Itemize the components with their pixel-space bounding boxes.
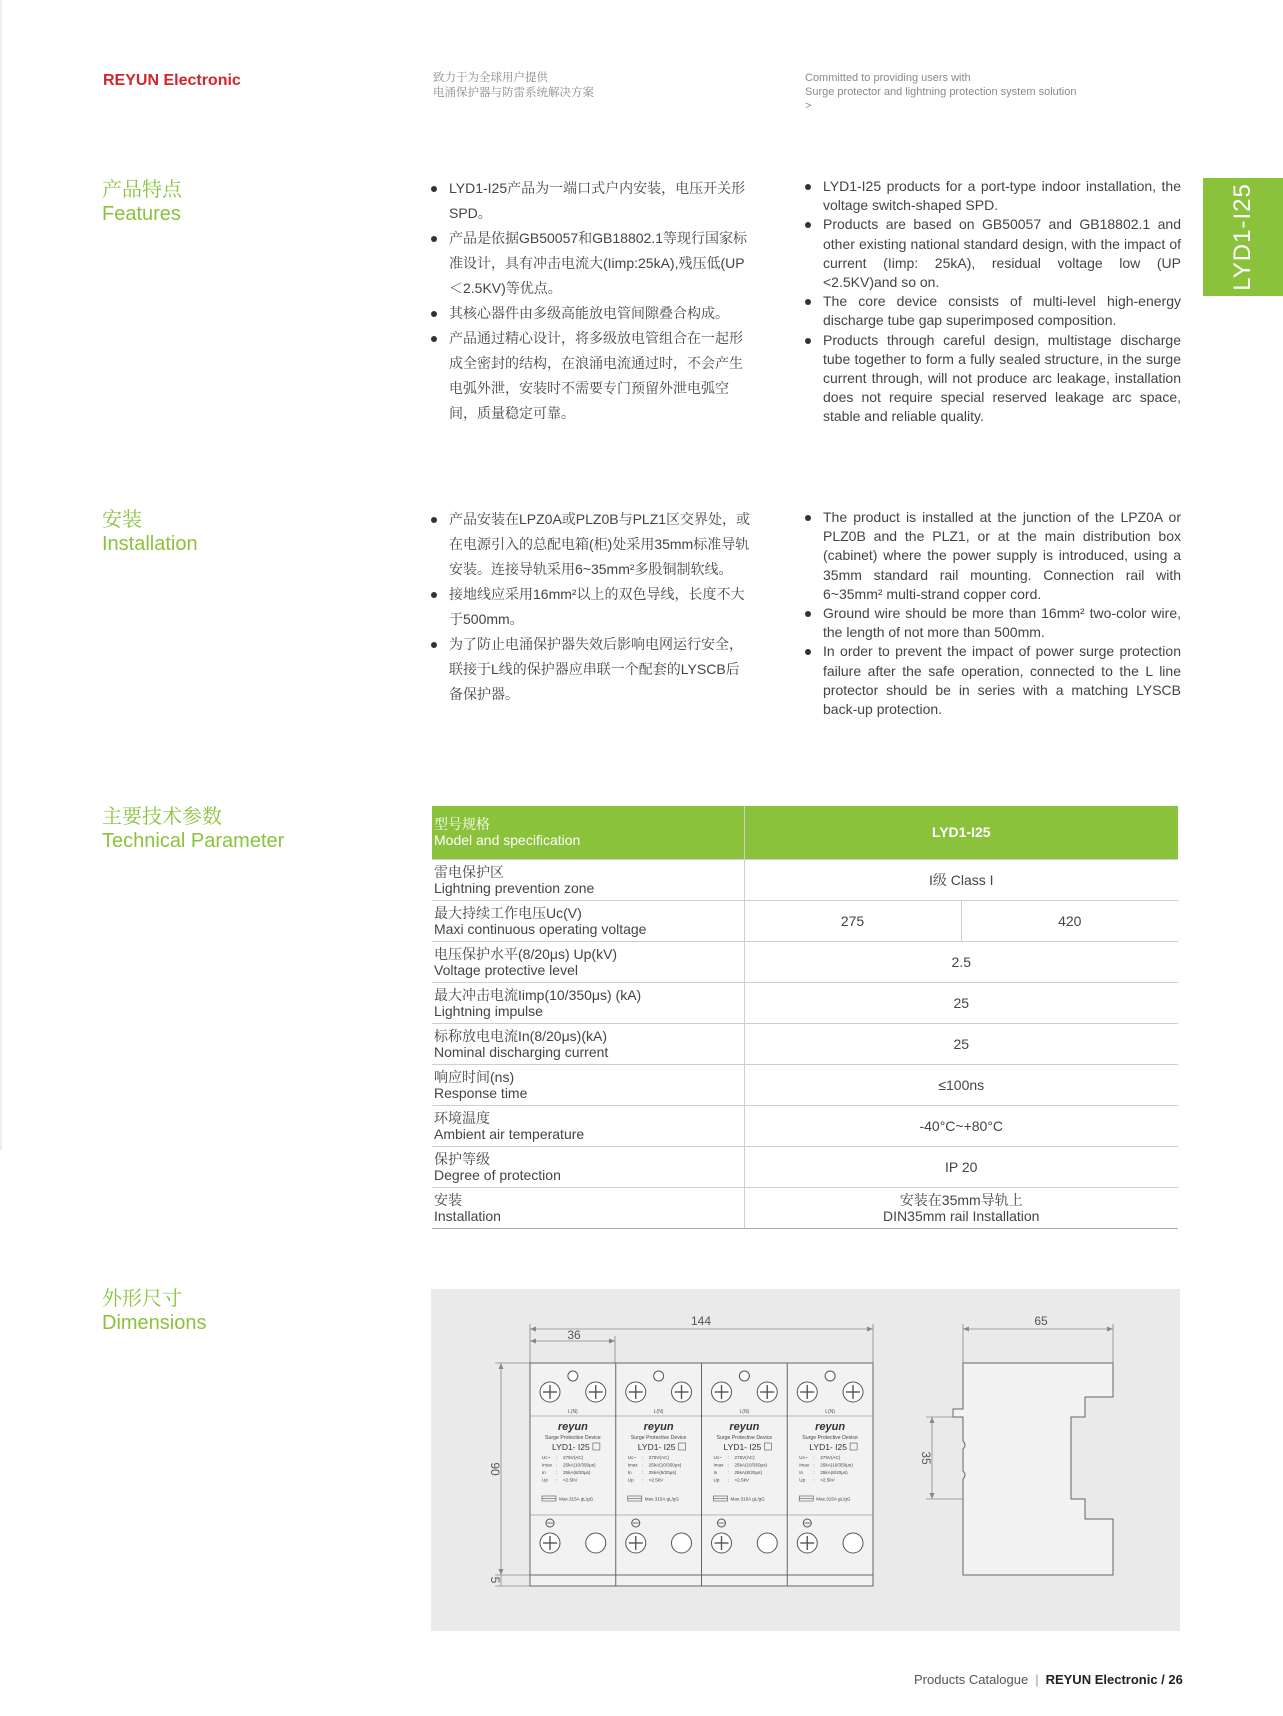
list-item: Products are based on GB50057 and GB18802.1 and other existing national standard design, with the impact of current (Iimp: 25kA), residual voltage low (UP <2.5KV)and so on. bbox=[805, 215, 1181, 292]
spec-label-en: Ambient air temperature bbox=[434, 1125, 585, 1142]
list-item: In order to prevent the impact of power surge protection failure after the safe operation, connected to the L line protector should be in series with a matching LYSCB back-up protection. bbox=[805, 642, 1181, 719]
spec-colon: : bbox=[641, 1470, 644, 1475]
spec-label-cn: 最大冲击电流Iimp(10/350μs) (kA) bbox=[434, 986, 642, 1003]
spec-value: 25kA(10/350μs) bbox=[648, 1462, 682, 1468]
spec-colon: : bbox=[641, 1462, 644, 1468]
spec-key: Imax bbox=[799, 1462, 810, 1468]
header-arrow: > bbox=[805, 100, 812, 112]
spec-header-model: LYD1-I25 bbox=[744, 806, 1178, 859]
terminal-screw-icon bbox=[712, 1533, 732, 1553]
installation-list-en bbox=[805, 508, 1181, 719]
terminal-screw-icon bbox=[626, 1533, 646, 1553]
dim-label-144: 144 bbox=[690, 1314, 712, 1328]
terminal-hole-icon bbox=[672, 1533, 692, 1553]
spec-colon: : bbox=[727, 1470, 729, 1475]
spec-colon: : bbox=[556, 1477, 558, 1483]
spec-value-en: DIN35mm rail Installation bbox=[883, 1207, 1040, 1224]
spec-value: IP 20 bbox=[744, 1146, 1178, 1187]
spec-value: <2.5kV bbox=[734, 1477, 749, 1483]
dim-label-35: 35 bbox=[919, 1451, 933, 1465]
spec-value: 25 bbox=[744, 982, 1178, 1023]
terminal-label: L(N) bbox=[568, 1409, 578, 1415]
spec-colon: : bbox=[813, 1462, 815, 1468]
list-item: The product is installed at the junction of the LPZ0A or PLZ0B and the PLZ1, or at the main distribution box (cabinet) where the power supply is introduced, using a 35mm standard rail mounting. Connection rail with 6~35mm² multi-strand copper cord. bbox=[805, 508, 1181, 604]
spec-colon: : bbox=[813, 1477, 815, 1483]
spec-label bbox=[432, 982, 744, 1023]
fuse-rating: Max.315A gL/gG bbox=[816, 1496, 851, 1502]
installation-title bbox=[102, 508, 198, 556]
spec-value: 25kA(10/350μs) bbox=[820, 1462, 853, 1468]
spec-table bbox=[432, 806, 1178, 1229]
table-row bbox=[432, 1105, 1178, 1146]
spec-value: 25kA(8/20μs) bbox=[648, 1470, 677, 1475]
module-logo: reyun bbox=[815, 1421, 846, 1433]
terminal-screw-icon bbox=[540, 1533, 560, 1553]
spec-label bbox=[432, 941, 744, 982]
spec-label-cn: 雷电保护区 bbox=[434, 863, 504, 880]
dimensions-title bbox=[102, 1287, 206, 1335]
features-list-cn bbox=[431, 176, 751, 426]
terminal-screw-icon bbox=[586, 1382, 606, 1402]
footer-brand-page: REYUN Electronic / 26 bbox=[1045, 1672, 1183, 1687]
terminal-screw-icon bbox=[797, 1533, 817, 1553]
terminal-screw-icon bbox=[672, 1382, 692, 1402]
spec-value: 25kA(10/350μs) bbox=[563, 1462, 596, 1468]
spec-key: Imax bbox=[542, 1462, 552, 1468]
list-item: LYD1-I25产品为一端口式户内安装，电压开关形SPD。 bbox=[431, 176, 751, 226]
table-row bbox=[432, 859, 1178, 900]
module-model: LYD1- I25 bbox=[723, 1442, 762, 1452]
spec-colon: : bbox=[641, 1455, 644, 1460]
module-subtitle: Surge Protective Device bbox=[716, 1435, 773, 1441]
spec-value: 275V(AC) bbox=[563, 1455, 584, 1460]
dim-label-65: 65 bbox=[1034, 1314, 1048, 1328]
spec-label bbox=[432, 1146, 744, 1187]
terminal-screw-icon bbox=[757, 1382, 777, 1402]
spec-value-cn: 安装在35mm导轨上 bbox=[899, 1191, 1023, 1208]
list-item: Products through careful design, multistage discharge tube together to form a fully sealed structure, in the surge current through, will not produce arc leakage, installation does not require special reserved leakage arc space, stable and reliable quality. bbox=[805, 331, 1181, 427]
terminal-label: L(N) bbox=[825, 1409, 835, 1415]
dimensions-title-cn: 外形尺寸 bbox=[102, 1288, 182, 1310]
spec-key: Up bbox=[799, 1477, 806, 1483]
spec-key: Uc~ bbox=[542, 1455, 551, 1460]
table-row bbox=[432, 941, 1178, 982]
table-row bbox=[432, 1064, 1178, 1105]
footer-separator: | bbox=[1035, 1672, 1039, 1687]
fuse-rating: Max.315A gL/gG bbox=[559, 1496, 594, 1502]
spec-colon: : bbox=[727, 1462, 729, 1468]
spec-colon: : bbox=[813, 1455, 815, 1460]
spec-colon: : bbox=[727, 1455, 729, 1460]
terminal-label: L(N) bbox=[653, 1409, 664, 1415]
module-logo: reyun bbox=[729, 1421, 760, 1433]
features-title-cn: 产品特点 bbox=[102, 179, 182, 201]
spec-value: <2.5kV bbox=[563, 1477, 578, 1483]
spec-value: 25 bbox=[744, 1023, 1178, 1064]
spec-colon: : bbox=[727, 1477, 729, 1483]
brand-name: REYUN Electronic bbox=[103, 72, 241, 89]
spec-value: 25kA(8/20μs) bbox=[734, 1470, 762, 1475]
terminal-screw-icon bbox=[626, 1382, 646, 1402]
spec-key: In bbox=[799, 1470, 804, 1475]
spec-key: Imax bbox=[627, 1462, 638, 1468]
spec-label-en: Nominal discharging current bbox=[434, 1043, 609, 1060]
spec-label bbox=[432, 1023, 744, 1064]
spec-key: Uc~ bbox=[713, 1455, 722, 1460]
header-slogan-en-line: Committed to providing users with bbox=[805, 72, 971, 84]
module-logo: reyun bbox=[557, 1421, 588, 1433]
spec-colon: : bbox=[556, 1462, 558, 1468]
spec-key: Imax bbox=[713, 1462, 724, 1468]
spec-value: 275V(AC) bbox=[820, 1455, 841, 1460]
spec-value: ≤100ns bbox=[744, 1064, 1178, 1105]
spec-value bbox=[744, 1187, 1178, 1228]
spec-colon: : bbox=[641, 1477, 644, 1483]
header-slogan-cn-line: 致力于为全球用户提供 bbox=[433, 72, 548, 84]
spec-label-cn: 标称放电电流In(8/20μs)(kA) bbox=[434, 1027, 607, 1044]
features-title-en: Features bbox=[102, 203, 181, 225]
dimensions-drawing bbox=[431, 1289, 1180, 1631]
spec-label bbox=[432, 1105, 744, 1146]
spec-header-label-en: Model and specification bbox=[434, 832, 581, 849]
dim-label-90: 90 bbox=[488, 1462, 502, 1476]
fuse-rating: Max.315A gL/gG bbox=[644, 1496, 679, 1502]
spec-label-en: Lightning prevention zone bbox=[434, 879, 595, 896]
spec-value: I级 Class I bbox=[744, 859, 1178, 900]
installation-list-cn bbox=[431, 507, 751, 707]
dimensions-drawing-panel bbox=[431, 1289, 1180, 1631]
spec-label-en: Voltage protective level bbox=[434, 961, 578, 978]
dimensions-title-en: Dimensions bbox=[102, 1312, 207, 1334]
spec-value: 275V(AC) bbox=[648, 1455, 669, 1460]
spec-key: Uc~ bbox=[627, 1455, 637, 1460]
page-left-rule bbox=[0, 0, 2, 1150]
table-row bbox=[432, 1187, 1178, 1228]
spec-label bbox=[432, 1187, 744, 1228]
installation-title-en: Installation bbox=[102, 533, 198, 555]
list-item: 其核心器件由多级高能放电管间隙叠合构成。 bbox=[431, 301, 751, 326]
spec-value: 275V(AC) bbox=[734, 1455, 755, 1460]
spec-value: 25kA(8/20μs) bbox=[563, 1470, 591, 1475]
spec-header-label-cn: 型号规格 bbox=[434, 816, 490, 833]
spec-value: 2.5 bbox=[744, 941, 1178, 982]
spec-label-cn: 响应时间(ns) bbox=[434, 1068, 515, 1085]
fuse-rating: Max.315A gL/gG bbox=[730, 1496, 765, 1502]
list-item: 产品通过精心设计，将多级放电管组合在一起形成全密封的结构，在浪涌电流通过时，不会产生电弧外泄，安装时不需要专门预留外泄电弧空间，质量稳定可靠。 bbox=[431, 326, 751, 426]
features-title bbox=[102, 178, 182, 226]
table-row bbox=[432, 982, 1178, 1023]
indicator-hole-icon bbox=[739, 1371, 749, 1381]
module-model: LYD1- I25 bbox=[809, 1442, 847, 1452]
list-item: 接地线应采用16mm²以上的双色导线，长度不大于500mm。 bbox=[431, 582, 751, 632]
spec-value: 25kA(10/350μs) bbox=[734, 1462, 768, 1468]
spec-label-en: Lightning impulse bbox=[434, 1002, 543, 1019]
spec-colon: : bbox=[813, 1470, 815, 1475]
module-model: LYD1- I25 bbox=[552, 1442, 590, 1452]
spec-label-cn: 环境温度 bbox=[434, 1109, 490, 1126]
spec-label-en: Response time bbox=[434, 1084, 528, 1101]
terminal-hole-icon bbox=[757, 1533, 777, 1553]
table-row bbox=[432, 900, 1178, 941]
spec-label-en: Installation bbox=[434, 1207, 501, 1224]
header-slogan-cn bbox=[433, 71, 594, 101]
technical-title bbox=[102, 805, 284, 853]
spec-header-label bbox=[432, 806, 744, 859]
module-subtitle: Surge Protective Device bbox=[802, 1435, 858, 1441]
list-item: 为了防止电涌保护器失效后影响电网运行安全，联接于L线的保护器应串联一个配套的LYSCB后备保护器。 bbox=[431, 632, 751, 707]
spd-side-profile bbox=[953, 1363, 1113, 1575]
header-slogan-en-line: Surge protector and lightning protection system solution bbox=[805, 86, 1077, 98]
spec-key: Uc~ bbox=[799, 1455, 808, 1460]
spec-label-en: Maxi continuous operating voltage bbox=[434, 920, 647, 937]
header-slogan-cn-line: 电涌保护器与防雷系统解决方案 bbox=[433, 87, 594, 99]
spec-key: Up bbox=[627, 1477, 634, 1483]
spec-label-cn: 最大持续工作电压Uc(V) bbox=[434, 904, 582, 921]
terminal-screw-icon bbox=[843, 1382, 863, 1402]
spec-colon: : bbox=[556, 1455, 558, 1460]
dim-label-36: 36 bbox=[567, 1328, 581, 1342]
spec-label bbox=[432, 1064, 744, 1105]
page-footer bbox=[914, 1672, 1183, 1687]
spec-key: In bbox=[627, 1470, 632, 1475]
dim-label-5: 5 bbox=[488, 1576, 502, 1584]
spec-key: Up bbox=[542, 1477, 548, 1483]
spec-key: In bbox=[713, 1470, 718, 1475]
spec-value: -40°C~+80°C bbox=[744, 1105, 1178, 1146]
spec-colon: : bbox=[556, 1470, 558, 1475]
spec-value: 420 bbox=[961, 900, 1178, 941]
indicator-hole-icon bbox=[568, 1371, 578, 1381]
list-item: Ground wire should be more than 16mm² two-color wire, the length of not more than 500mm. bbox=[805, 604, 1181, 642]
table-row bbox=[432, 1023, 1178, 1064]
spec-value: <2.5kV bbox=[648, 1477, 664, 1483]
list-item: 产品是依据GB50057和GB18802.1等现行国家标准设计，具有冲击电流大(Iimp:25kA),残压低(UP＜2.5KV)等优点。 bbox=[431, 226, 751, 301]
spec-label-cn: 安装 bbox=[434, 1191, 462, 1208]
footer-catalogue: Products Catalogue bbox=[914, 1672, 1029, 1687]
model-side-tab bbox=[1203, 178, 1283, 296]
spec-value: 25kA(8/20μs) bbox=[820, 1470, 848, 1475]
indicator-hole-icon bbox=[825, 1371, 835, 1381]
indicator-hole-icon bbox=[654, 1371, 664, 1381]
terminal-hole-icon bbox=[843, 1533, 863, 1553]
module-subtitle: Surge Protective Device bbox=[545, 1435, 601, 1441]
spec-key: In bbox=[542, 1470, 546, 1475]
list-item: The core device consists of multi-level high-energy discharge tube gap superimposed composition. bbox=[805, 292, 1181, 330]
spec-value: 275 bbox=[744, 900, 961, 941]
terminal-label: L(N) bbox=[739, 1409, 750, 1415]
terminal-hole-icon bbox=[586, 1533, 606, 1553]
spec-value: <2.5kV bbox=[820, 1477, 835, 1483]
terminal-screw-icon bbox=[712, 1382, 732, 1402]
module-model: LYD1- I25 bbox=[637, 1442, 676, 1452]
spec-label bbox=[432, 859, 744, 900]
features-list-en bbox=[805, 177, 1181, 427]
table-row bbox=[432, 1146, 1178, 1187]
spec-label-cn: 电压保护水平(8/20μs) Up(kV) bbox=[434, 945, 618, 962]
spec-label bbox=[432, 900, 744, 941]
spec-label-en: Degree of protection bbox=[434, 1166, 561, 1183]
list-item: 产品安装在LPZ0A或PLZ0B与PLZ1区交界处，或在电源引入的总配电箱(柜)处采用35mm标准导轨安装。连接导轨采用6~35mm²多股铜制软线。 bbox=[431, 507, 751, 582]
spec-key: Up bbox=[713, 1477, 720, 1483]
installation-title-cn: 安装 bbox=[102, 509, 142, 531]
terminal-screw-icon bbox=[797, 1382, 817, 1402]
header-slogan-en bbox=[805, 71, 1077, 113]
spec-label-cn: 保护等级 bbox=[434, 1150, 490, 1167]
list-item: LYD1-I25 products for a port-type indoor installation, the voltage switch-shaped SPD. bbox=[805, 177, 1181, 215]
technical-title-cn: 主要技术参数 bbox=[102, 806, 222, 828]
spec-table-header bbox=[432, 806, 1178, 859]
module-logo: reyun bbox=[643, 1421, 674, 1433]
terminal-screw-icon bbox=[540, 1382, 560, 1402]
side-tab-label: LYD1-I25 bbox=[1229, 183, 1256, 291]
module-subtitle: Surge Protective Device bbox=[630, 1435, 687, 1441]
technical-title-en: Technical Parameter bbox=[102, 830, 285, 852]
